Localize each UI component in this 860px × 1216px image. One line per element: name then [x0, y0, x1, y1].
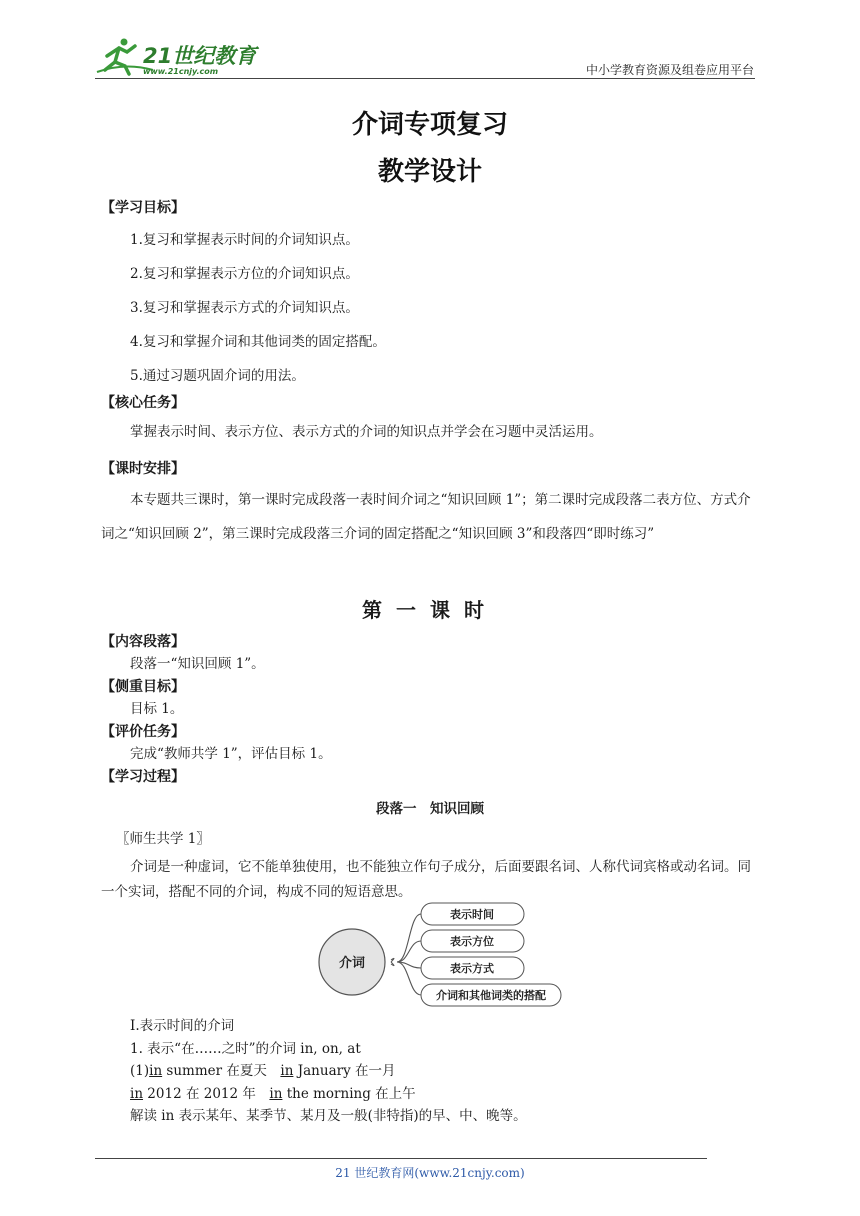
page-title: 介词专项复习	[351, 110, 508, 140]
preposition-mindmap	[317, 900, 567, 1010]
eval-task-heading: 【评价任务】	[101, 724, 185, 740]
mindmap-center-label: 介词	[338, 956, 366, 971]
mindmap-branch-manner: 表示方式	[450, 962, 494, 975]
footer-divider	[95, 1158, 707, 1159]
learning-goals-heading: 【学习目标】	[101, 200, 185, 216]
process-heading: 【学习过程】	[101, 769, 185, 785]
goal-item: 1.复习和掌握表示时间的介词知识点。	[130, 232, 359, 248]
footer-text: 21 世纪教育网(www.21cnjy.com)	[335, 1166, 525, 1180]
site-logo	[95, 36, 265, 80]
time-prep-point: 1. 表示“在……之时”的介词 in, on, at	[130, 1041, 361, 1057]
page-subtitle: 教学设计	[377, 157, 482, 187]
focus-goal-text: 目标 1。	[130, 701, 184, 717]
eval-task-text: 完成“教师共学 1”，评估目标 1。	[130, 746, 332, 762]
goal-item: 5.通过习题巩固介词的用法。	[130, 368, 305, 384]
schedule-text: 本专题共三课时，第一课时完成段落一表时间介词之“知识回顾 1”；第二课时完成段落二表方位、方式介词之“知识回顾 2”，第三课时完成段落三介词的固定搭配之“知识回顾 3”和段落四“即时练习”	[101, 492, 751, 542]
goal-item: 2.复习和掌握表示方位的介词知识点。	[130, 266, 359, 282]
logo-text: 21世纪教育	[143, 44, 257, 68]
section-subheading: 段落一 知识回顾	[376, 801, 484, 817]
header-platform-text: 中小学教育资源及组卷应用平台	[585, 63, 754, 77]
usage-note: 解读 in 表示某年、某季节、某月及一般(非特指)的早、中、晚等。	[130, 1108, 527, 1124]
focus-goal-heading: 【侧重目标】	[101, 679, 185, 695]
mindmap-branch-time: 表示时间	[450, 908, 494, 921]
co-learn-label: 〖师生共学 1〗	[116, 831, 210, 847]
logo-url-text: www.21cnjy.com	[143, 67, 219, 76]
lesson-title: 第一课时	[362, 598, 498, 622]
core-task-text: 掌握表示时间、表示方位、表示方式的介词的知识点并学会在习题中灵活运用。	[130, 424, 603, 440]
schedule-heading: 【课时安排】	[101, 461, 185, 477]
intro-paragraph: 介词是一种虚词，它不能单独使用，也不能独立作句子成分，后面要跟名词、人称代词宾格或动名词。同一个实词，搭配不同的介词，构成不同的短语意思。	[101, 859, 751, 900]
goal-item: 3.复习和掌握表示方式的介词知识点。	[130, 300, 359, 316]
mindmap-branch-place: 表示方位	[450, 935, 494, 948]
core-task-heading: 【核心任务】	[101, 395, 185, 411]
mindmap-branch-collocation: 介词和其他词类的搭配	[436, 989, 546, 1002]
time-prep-heading: Ⅰ.表示时间的介词	[130, 1018, 235, 1034]
goal-item: 4.复习和掌握介词和其他词类的固定搭配。	[130, 334, 386, 350]
header-divider	[95, 78, 755, 79]
content-section-heading: 【内容段落】	[101, 634, 185, 650]
example-line-2: in 2012 在 2012 年 in the morning 在上午	[130, 1086, 416, 1102]
content-section-text: 段落一“知识回顾 1”。	[130, 656, 265, 672]
example-line-1: (1)in summer 在夏天 in January 在一月	[130, 1063, 396, 1079]
